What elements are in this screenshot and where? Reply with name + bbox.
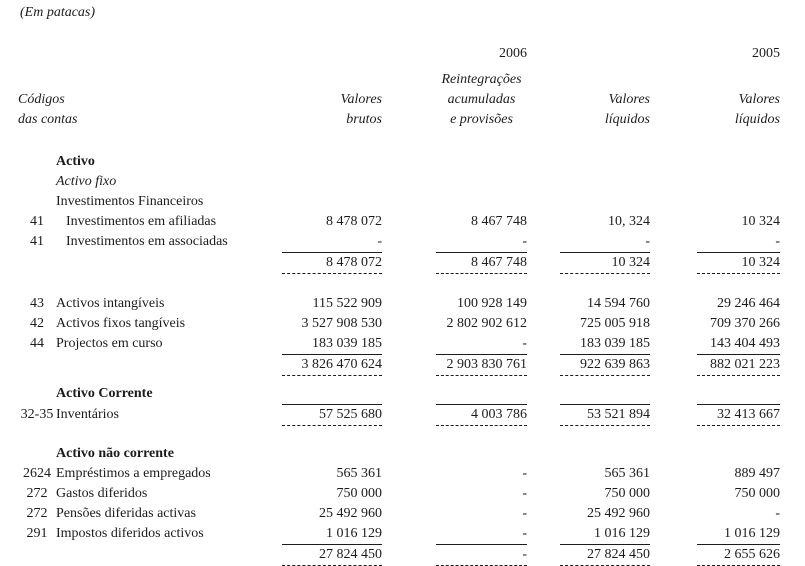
section-spacer — [18, 376, 780, 385]
column-gap — [382, 334, 436, 355]
account-label: Investimentos Financeiros — [56, 194, 204, 209]
value-reintegracoes: 100 928 149 — [457, 296, 527, 311]
account-code: 44 — [30, 336, 44, 352]
value-liquidos-2005: 32 413 667 — [697, 405, 780, 426]
column-gap — [650, 152, 697, 172]
value-liquidos-2005: 889 497 — [734, 466, 780, 481]
value-brutos: - — [282, 232, 382, 253]
value-reintegracoes: 8 467 748 — [471, 214, 527, 229]
value-liquidos-2006: 14 594 760 — [587, 296, 650, 311]
column-gap — [527, 405, 560, 426]
value-liquidos-2006 — [560, 444, 650, 464]
year-row — [18, 44, 780, 64]
column-gap — [650, 504, 697, 524]
value-reintegracoes — [436, 384, 527, 405]
account-code — [18, 253, 56, 274]
account-label: Projectos em curso — [56, 336, 163, 352]
value-liquidos-2006: 10, 324 — [608, 214, 650, 229]
value-liquidos-2005: 1 016 129 — [697, 524, 780, 545]
net-values-2006-header-line1: Valores — [608, 92, 650, 107]
column-gap — [650, 334, 697, 355]
value-brutos — [282, 192, 382, 212]
value-liquidos-2006: 183 039 185 — [560, 334, 650, 355]
account-label: Activo fixo — [56, 174, 117, 189]
value-brutos: 3 826 470 624 — [282, 355, 382, 376]
value-liquidos-2006: 1 016 129 — [560, 524, 650, 545]
table-row — [18, 524, 780, 545]
column-gap — [650, 232, 697, 253]
account-code: 43 — [30, 296, 44, 311]
column-gap — [527, 444, 560, 464]
gross-values-header-line1: Valores — [340, 92, 382, 107]
table-row — [18, 484, 780, 504]
account-label: Investimentos em associadas — [66, 234, 228, 250]
table-row — [18, 172, 780, 192]
value-reintegracoes: 8 467 748 — [436, 253, 527, 274]
value-liquidos-2005 — [697, 152, 780, 172]
codes-column-header — [18, 64, 282, 130]
account-code: 32-35 — [20, 407, 54, 422]
account-label: Impostos diferidos activos — [56, 526, 204, 542]
value-liquidos-2005: 143 404 493 — [697, 334, 780, 355]
value-brutos: 183 039 185 — [282, 334, 382, 355]
column-gap — [382, 232, 436, 253]
column-gap — [650, 253, 697, 274]
value-liquidos-2005: 2 655 626 — [697, 545, 780, 566]
value-reintegracoes: 2 903 830 761 — [436, 355, 527, 376]
codes-header-line1: Códigos — [18, 92, 65, 107]
column-gap — [527, 504, 560, 524]
table-row — [18, 355, 780, 376]
table-row — [18, 444, 780, 464]
value-liquidos-2005 — [697, 172, 780, 192]
value-reintegracoes: - — [522, 466, 527, 481]
account-label — [56, 253, 282, 274]
account-label: Empréstimos a empregados — [56, 466, 211, 481]
value-liquidos-2006: 27 824 450 — [560, 545, 650, 566]
account-code — [18, 545, 56, 566]
net-values-2005-header-line1: Valores — [738, 92, 780, 107]
table-row — [18, 232, 780, 253]
net-values-2006-column-header — [560, 64, 650, 130]
value-liquidos-2006: 53 521 894 — [560, 405, 650, 426]
column-gap — [527, 212, 560, 232]
value-reintegracoes — [436, 444, 527, 464]
header-gap — [527, 64, 560, 130]
column-gap — [527, 152, 560, 172]
column-gap — [527, 253, 560, 274]
column-gap — [382, 464, 436, 484]
account-code: 41 — [30, 214, 44, 229]
account-label: Gastos diferidos — [56, 486, 148, 501]
value-liquidos-2006 — [560, 192, 650, 212]
value-liquidos-2005: 10 324 — [697, 253, 780, 274]
table-row — [18, 253, 780, 274]
value-reintegracoes: 2 802 902 612 — [446, 316, 527, 331]
assets-table-body — [18, 152, 780, 566]
gross-values-header-line2: brutos — [346, 112, 382, 127]
column-gap — [382, 355, 436, 376]
account-label: Activos fixos tangíveis — [56, 316, 186, 331]
column-gap — [650, 294, 697, 314]
table-row — [18, 334, 780, 355]
account-code — [18, 355, 56, 376]
year-2006-label: 2006 — [499, 46, 527, 61]
column-gap — [382, 545, 436, 566]
value-brutos: 8 478 072 — [282, 253, 382, 274]
table-row — [18, 545, 780, 566]
header-gap — [382, 64, 436, 130]
column-gap — [527, 545, 560, 566]
year-2005-label: 2005 — [752, 46, 780, 61]
depreciation-header-line2: acumuladas — [447, 92, 516, 107]
column-gap — [650, 444, 697, 464]
account-code: 2624 — [23, 466, 51, 481]
value-brutos — [282, 152, 382, 172]
value-brutos: 115 522 909 — [312, 296, 382, 311]
value-brutos — [282, 172, 382, 192]
account-code: 42 — [30, 316, 44, 331]
account-label: Activo não corrente — [56, 446, 174, 461]
value-reintegracoes: 4 003 786 — [436, 405, 527, 426]
column-header-row — [18, 64, 780, 130]
column-gap — [650, 405, 697, 426]
column-gap — [527, 294, 560, 314]
section-spacer — [18, 274, 780, 295]
value-liquidos-2006: 922 639 863 — [560, 355, 650, 376]
account-code — [18, 384, 56, 405]
value-brutos: 57 525 680 — [282, 405, 382, 426]
column-gap — [650, 545, 697, 566]
gross-values-column-header — [282, 64, 382, 130]
column-gap — [650, 212, 697, 232]
column-gap — [527, 384, 560, 405]
value-reintegracoes — [436, 192, 527, 212]
account-label: Inventários — [56, 407, 119, 422]
value-liquidos-2005: 10 324 — [741, 214, 780, 229]
column-gap — [382, 212, 436, 232]
net-values-2005-column-header — [697, 64, 780, 130]
value-reintegracoes: - — [436, 334, 527, 355]
value-liquidos-2005: 750 000 — [734, 486, 780, 501]
value-liquidos-2006 — [560, 152, 650, 172]
account-code: 41 — [30, 234, 44, 250]
column-gap — [650, 464, 697, 484]
value-brutos: 565 361 — [336, 466, 382, 481]
depreciation-header-line1: Reintegrações — [441, 72, 522, 87]
column-gap — [650, 484, 697, 504]
table-row — [18, 294, 780, 314]
value-reintegracoes: - — [436, 524, 527, 545]
value-liquidos-2006 — [560, 172, 650, 192]
column-gap — [382, 524, 436, 545]
account-code: 272 — [26, 486, 48, 501]
codes-header-line2: das contas — [18, 112, 78, 127]
assets-table — [18, 44, 780, 566]
column-gap — [382, 253, 436, 274]
column-gap — [650, 355, 697, 376]
header-gap — [650, 64, 697, 130]
column-gap — [382, 504, 436, 524]
column-gap — [382, 172, 436, 192]
value-reintegracoes: - — [436, 545, 527, 566]
value-liquidos-2005: 709 370 266 — [710, 316, 780, 331]
net-values-2006-header-line2: líquidos — [604, 112, 650, 127]
table-row — [18, 192, 780, 212]
column-gap — [650, 172, 697, 192]
column-gap — [527, 484, 560, 504]
table-row — [18, 384, 780, 405]
value-brutos — [282, 444, 382, 464]
value-brutos — [282, 384, 382, 405]
column-gap — [527, 334, 560, 355]
table-row — [18, 152, 780, 172]
value-liquidos-2005 — [697, 444, 780, 464]
assets-table-header — [18, 44, 780, 152]
account-label: Activo — [56, 154, 95, 169]
column-gap — [382, 314, 436, 334]
value-liquidos-2006: 565 361 — [604, 466, 650, 481]
value-brutos: 8 478 072 — [326, 214, 382, 229]
value-reintegracoes: - — [436, 232, 527, 253]
column-gap — [382, 484, 436, 504]
value-reintegracoes: - — [522, 486, 527, 501]
column-gap — [650, 192, 697, 212]
net-values-2005-header-line2: líquidos — [734, 112, 780, 127]
account-code — [18, 172, 56, 192]
value-liquidos-2005: - — [775, 506, 780, 521]
column-gap — [382, 192, 436, 212]
value-reintegracoes — [436, 172, 527, 192]
table-row — [18, 504, 780, 524]
table-row — [18, 212, 780, 232]
column-gap — [382, 405, 436, 426]
column-gap — [527, 464, 560, 484]
value-reintegracoes: - — [522, 506, 527, 521]
column-gap — [527, 232, 560, 253]
account-label: Activos intangíveis — [56, 296, 165, 311]
year-row-empty — [527, 44, 697, 64]
table-row — [18, 314, 780, 334]
value-liquidos-2005: 882 021 223 — [697, 355, 780, 376]
value-liquidos-2005 — [697, 384, 780, 405]
account-label: Pensões diferidas activas — [56, 506, 196, 521]
value-liquidos-2005: - — [697, 232, 780, 253]
value-reintegracoes — [436, 152, 527, 172]
column-gap — [527, 524, 560, 545]
account-label: Investimentos em afiliadas — [66, 214, 217, 229]
value-liquidos-2006 — [560, 384, 650, 405]
value-liquidos-2006: 10 324 — [560, 253, 650, 274]
account-code — [18, 152, 56, 172]
table-row — [18, 464, 780, 484]
column-gap — [382, 384, 436, 405]
depreciation-header-line3: e provisões — [450, 112, 513, 127]
account-label — [56, 355, 282, 376]
value-liquidos-2006: 750 000 — [604, 486, 650, 501]
account-code: 272 — [26, 506, 48, 521]
column-gap — [527, 355, 560, 376]
value-brutos: 27 824 450 — [282, 545, 382, 566]
section-spacer — [18, 426, 780, 445]
value-liquidos-2006: 725 005 918 — [580, 316, 650, 331]
column-gap — [650, 314, 697, 334]
value-brutos: 1 016 129 — [282, 524, 382, 545]
table-row — [18, 405, 780, 426]
header-body-spacer — [18, 130, 780, 152]
column-gap — [527, 172, 560, 192]
account-code — [18, 444, 56, 464]
year-row-empty — [18, 44, 436, 64]
account-code — [18, 192, 56, 212]
value-brutos: 750 000 — [336, 486, 382, 501]
account-label — [56, 545, 282, 566]
column-gap — [382, 444, 436, 464]
column-gap — [382, 152, 436, 172]
units-note: (Em patacas) — [20, 5, 96, 20]
column-gap — [382, 294, 436, 314]
value-liquidos-2006: 25 492 960 — [587, 506, 650, 521]
account-code: 291 — [26, 526, 48, 542]
column-gap — [650, 524, 697, 545]
value-liquidos-2005: 29 246 464 — [717, 296, 780, 311]
column-gap — [527, 192, 560, 212]
value-brutos: 3 527 908 530 — [301, 316, 382, 331]
value-brutos: 25 492 960 — [319, 506, 382, 521]
value-liquidos-2005 — [697, 192, 780, 212]
value-liquidos-2006: - — [560, 232, 650, 253]
column-gap — [650, 384, 697, 405]
depreciation-column-header — [436, 64, 527, 130]
account-label: Activo Corrente — [56, 386, 153, 402]
column-gap — [527, 314, 560, 334]
